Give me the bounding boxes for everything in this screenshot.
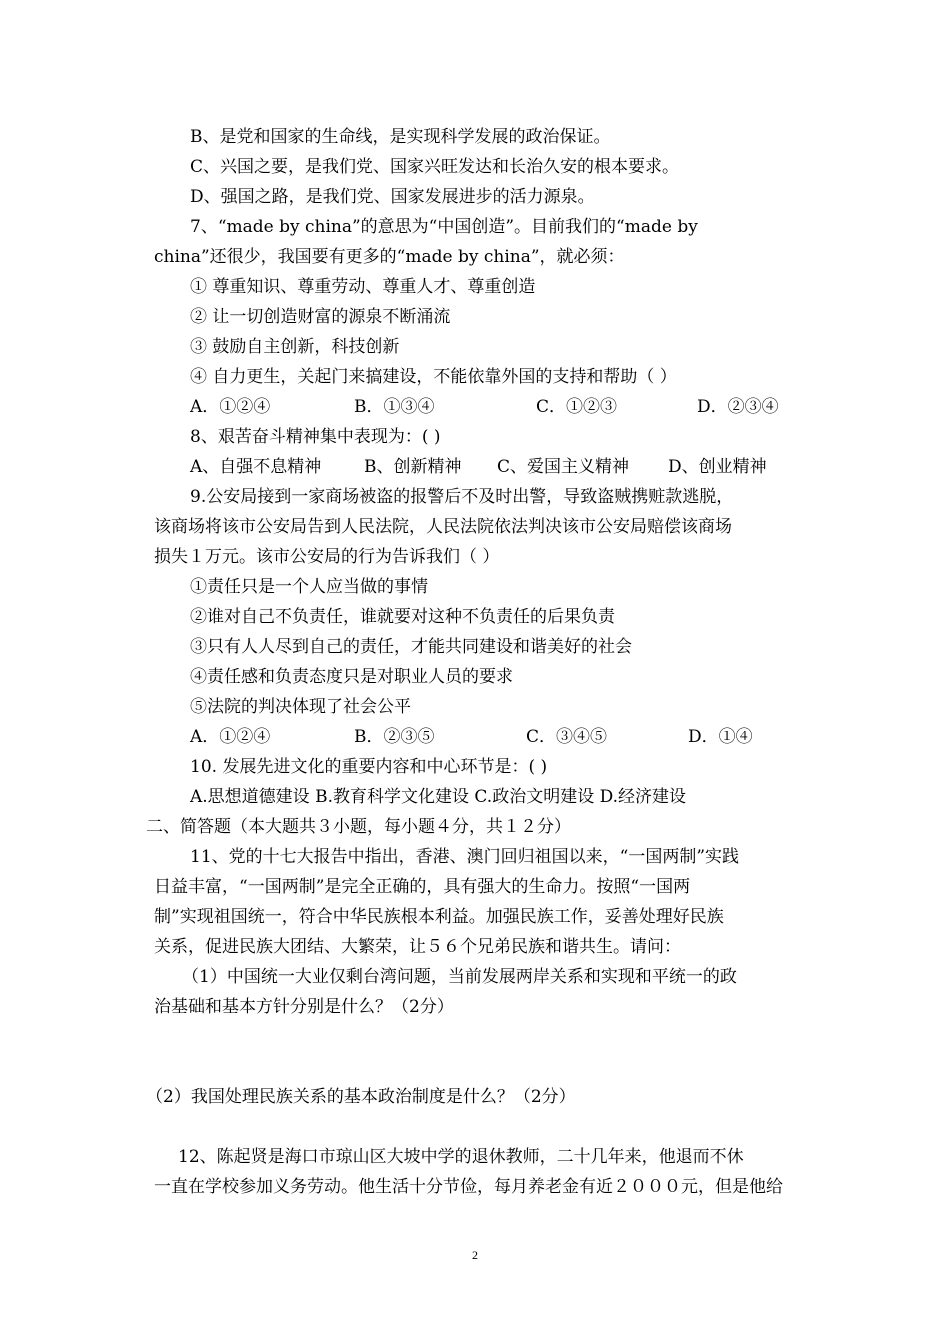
- q7-option-d: D．②③④: [697, 397, 779, 417]
- q9-item-5: ⑤法院的判决体现了社会公平: [190, 697, 411, 717]
- q10-options: A.思想道德建设 B.教育科学文化建设 C.政治文明建设 D.经济建设: [190, 787, 687, 807]
- q8-option-a: A、自强不息精神: [190, 457, 322, 477]
- q12-stem-line-2: 一直在学校参加义务劳动。他生活十分节俭，每月养老金有近２０００元，但是他给: [154, 1177, 783, 1197]
- q9-stem-line-2: 该商场将该市公安局告到人民法院，人民法院依法判决该市公安局赔偿该商场: [154, 517, 732, 537]
- q11-stem-line-1: 11、党的十七大报告中指出，香港、澳门回归祖国以来，“一国两制”实践: [190, 847, 740, 867]
- q7-item-3: ③ 鼓励自主创新，科技创新: [190, 337, 400, 357]
- q11-sub1-line-1: （1）中国统一大业仅剩台湾问题，当前发展两岸关系和实现和平统一的政: [182, 967, 737, 987]
- q9-item-4: ④责任感和负责态度只是对职业人员的要求: [190, 667, 513, 687]
- q6-option-c: C、兴国之要，是我们党、国家兴旺发达和长治久安的根本要求。: [190, 157, 680, 177]
- q11-sub1-line-2: 治基础和基本方针分别是什么？（2分）: [154, 997, 454, 1017]
- q9-option-c: C．③④⑤: [526, 727, 608, 747]
- q11-stem-line-4: 关系，促进民族大团结、大繁荣，让５６个兄弟民族和谐共生。请问：: [154, 937, 681, 957]
- q7-option-b: B．①③④: [354, 397, 435, 417]
- q6-option-d: D、强国之路，是我们党、国家发展进步的活力源泉。: [190, 187, 595, 207]
- q10-stem: 10. 发展先进文化的重要内容和中心环节是：( ): [190, 757, 548, 777]
- q11-stem-line-3: 制”实现祖国统一，符合中华民族根本利益。加强民族工作，妥善处理好民族: [154, 907, 724, 927]
- q9-option-d: D．①④: [688, 727, 753, 747]
- q8-option-c: C、爱国主义精神: [497, 457, 630, 477]
- page-number: 2: [472, 1248, 478, 1262]
- q8-option-d: D、创业精神: [668, 457, 767, 477]
- q7-item-1: ① 尊重知识、尊重劳动、尊重人才、尊重创造: [190, 277, 536, 297]
- q7-item-2: ② 让一切创造财富的源泉不断涌流: [190, 307, 451, 327]
- q6-option-b: B、是党和国家的生命线，是实现科学发展的政治保证。: [190, 127, 611, 147]
- q11-sub2: （2）我国处理民族关系的基本政治制度是什么？（2分）: [146, 1087, 576, 1107]
- q7-option-a: A．①②④: [190, 397, 271, 417]
- q7-stem-line-2: china”还很少，我国要有更多的“made by china”，就必须：: [154, 247, 625, 267]
- q7-item-4: ④ 自力更生，关起门来搞建设，不能依靠外国的支持和帮助（ ）: [190, 367, 677, 387]
- q8-stem: 8、艰苦奋斗精神集中表现为：( ): [190, 427, 441, 447]
- q9-item-3: ③只有人人尽到自己的责任，才能共同建设和谐美好的社会: [190, 637, 632, 657]
- q9-stem-line-1: 9.公安局接到一家商场被盗的报警后不及时出警，导致盗贼携赃款逃脱，: [190, 487, 734, 507]
- q11-stem-line-2: 日益丰富，“一国两制”是完全正确的，具有强大的生命力。按照“一国两: [154, 877, 691, 897]
- q12-stem-line-1: 12、陈起贤是海口市琼山区大坡中学的退休教师，二十几年来，他退而不休: [178, 1147, 744, 1167]
- q9-stem-line-3: 损失１万元。该市公安局的行为告诉我们（ ）: [154, 547, 500, 567]
- q8-option-b: B、创新精神: [364, 457, 462, 477]
- q7-stem-line-1: 7、“made by china”的意思为“中国创造”。目前我们的“made by: [190, 217, 698, 237]
- q9-option-a: A．①②④: [190, 727, 271, 747]
- section-heading: 二、简答题（本大题共３小题，每小题４分，共１２分）: [146, 817, 571, 837]
- q9-item-1: ①责任只是一个人应当做的事情: [190, 577, 428, 597]
- q9-option-b: B．②③⑤: [354, 727, 435, 747]
- q9-item-2: ②谁对自己不负责任，谁就要对这种不负责任的后果负责: [190, 607, 615, 627]
- q7-option-c: C．①②③: [536, 397, 618, 417]
